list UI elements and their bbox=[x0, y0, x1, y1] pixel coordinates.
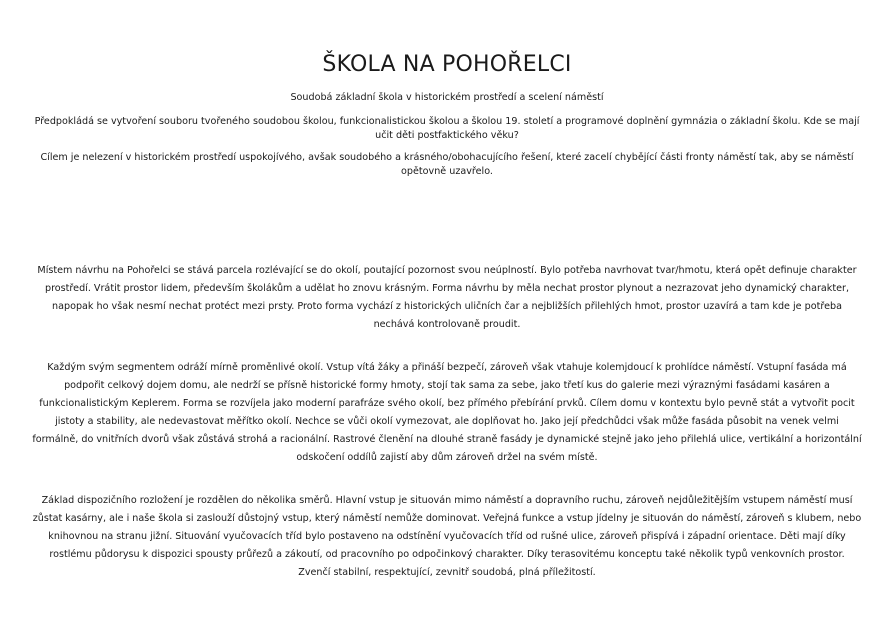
page-title: ŠKOLA NA POHOŘELCI bbox=[322, 51, 572, 77]
body-paragraph-facade: Každým svým segmentem odráží mírně proměnlivé okolí. Vstup vítá žáky a přináší bezpečí, zároveň však vtahuje kolemjdoucí k prohlídce náměstí. Vstupní fasáda má podpořit celkový dojem domu, ale nedrží se přísně historické formy hmoty, stojí tak sama za sebe, jako třetí kus do galerie mezi výraznými fasádami kasáren a funkcionalistickým Keplerem. Forma se rozvíjela jako moderní parafráze svého okolí, bez přímého přebírání prvků. Cílem domu v kontextu bylo pevně stát a vytvořit pocit jistoty a stability, ale nedevastovat měřítko okolí. Nechce se vůči okolí vymezovat, ale doplňovat ho. Jako její předchůdci však může fasáda působit na venek velmi formálně, do vnitřních dvorů však zůstává strohá a racionální. Rastrové členění na dlouhé straně fasády je dynamické stejně jako jeho přilehlá ulice, vertikální a horizontální odskočení oddílů zajistí aby dům zároveň držel na svém místě. bbox=[32, 362, 862, 463]
subtitle: Soudobá základní škola v historickém prostředí a scelení náměstí bbox=[290, 92, 604, 103]
body-paragraph-site: Místem návrhu na Pohořelci se stává parcela rozlévající se do okolí, poutající pozornost svou neúplností. Bylo potřeba navrhovat tvar/hmotu, která opět definuje charakter prostředí. Vrátit prostor lidem, především školákům a udělat ho znovu krásným. Forma návrhu by měla nechat prostor plynout a nezrazovat jeho dynamický charakter, napopak ho však nesmí nechat protéct mezi prsty. Proto forma vychází z historických uličních čar a nejbližších přilehlých hmot, prostor uzavírá a tam kde je potřeba nechává kontrolovaně proudit. bbox=[37, 265, 857, 330]
intro-paragraph-2: Cílem je nelezení v historickém prostředí uspokojívého, avšak soudobého a krásného/obohacujícího řešení, které zacelí chybějící části fronty náměstí tak, aby se náměstí opětovně uzavřelo. bbox=[40, 152, 854, 177]
intro-paragraph-1: Předpokládá se vytvoření souboru tvořeného soudobou školou, funkcionalistickou školou a školou 19. století a programové doplnění gymnázia o základní školu. Kde se mají učit děti postfaktického věku? bbox=[34, 116, 860, 141]
body-paragraph-layout: Základ dispozičního rozložení je rozdělen do několika směrů. Hlavní vstup je situován mimo náměstí a dopravního ruchu, zároveň nejdůležitějším vstupem náměstí musí zůstat kasárny, ale i naše škola si zaslouží důstojný vstup, který náměstí nemůže dominovat. Veřejná funkce a vstup jídelny je situován do náměstí, zároveň s klubem, nebo knihovnou na stranu jižní. Situování vyučovacích tříd bylo postaveno na odstínění vyučovacích tříd od rušné ulice, zároveň přispívá i západní orientace. Děti mají díky rostlému půdorysu k dispozici spousty průřezů a zákoutí, od pracovního po odpočinkový charakter. Díky terasovitému konceptu také několik typů venkovních prostor. Zvenčí stabilní, respektující, zevnitř soudobá, plná příležitostí. bbox=[32, 495, 862, 578]
